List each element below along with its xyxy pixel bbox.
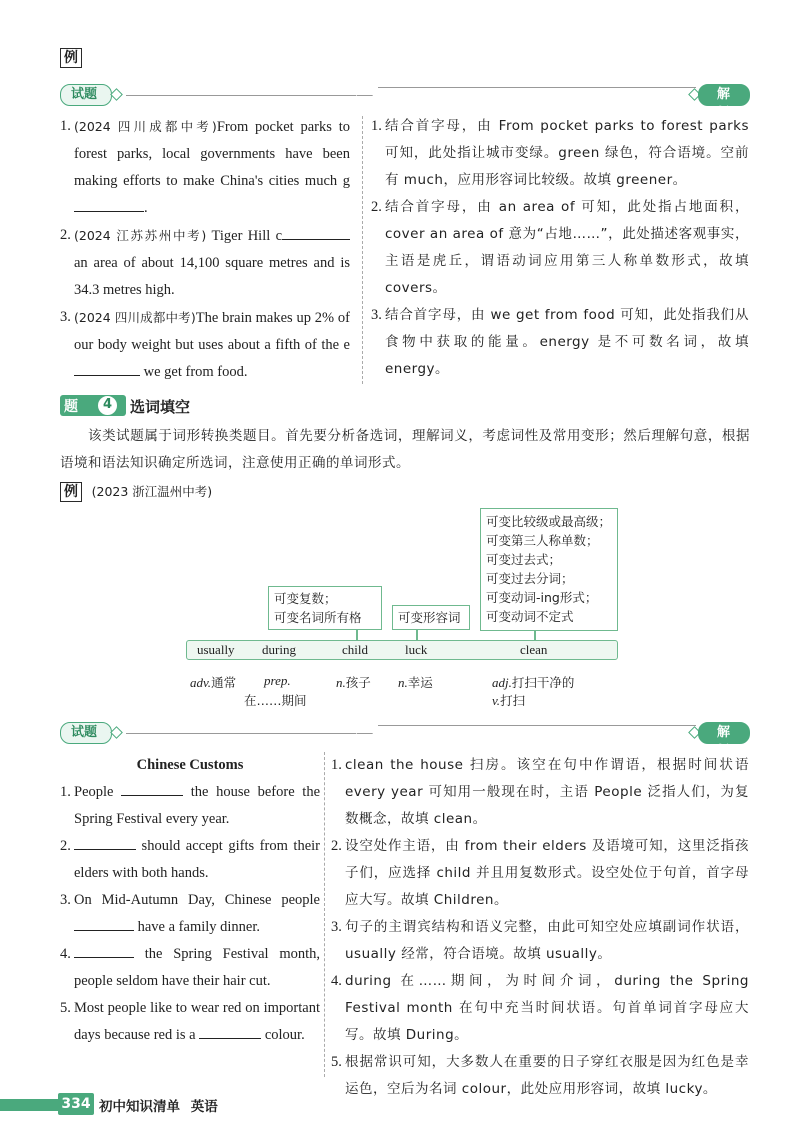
explanation-number: 3. bbox=[371, 307, 382, 323]
question-source: (2024 江苏苏州中考) bbox=[74, 228, 207, 243]
answer-blank[interactable] bbox=[121, 782, 183, 796]
box-line: 可变形容词 bbox=[398, 610, 461, 625]
explanation-item bbox=[331, 914, 749, 968]
explanation-text: during 在……期间，为时间介词，during the Spring Festival month 在句中充当时间状语。句首单词首字母应大写。故填 During。 bbox=[345, 973, 749, 1043]
example-tag: 例 bbox=[60, 48, 82, 68]
explanation-number: 5. bbox=[331, 1054, 342, 1070]
question-text: colour. bbox=[261, 1027, 305, 1043]
section2-question-pill: 试题 bbox=[60, 722, 112, 744]
section1-explanations bbox=[371, 113, 749, 383]
section1-question-pill: 试题 bbox=[60, 84, 112, 106]
connector bbox=[356, 630, 358, 640]
answer-blank[interactable] bbox=[74, 198, 144, 212]
divider-kink bbox=[356, 725, 380, 734]
passage-item bbox=[60, 887, 320, 941]
word-clean: clean bbox=[520, 642, 548, 657]
book-title: 初中知识清单 bbox=[99, 1099, 180, 1115]
question-text: From pocket parks to forest parks, local governments have been making efforts to make China's cities much g bbox=[74, 119, 350, 189]
answer-blank[interactable] bbox=[74, 362, 140, 376]
word-during: during bbox=[262, 642, 296, 657]
verb-forms-box bbox=[480, 508, 618, 631]
question-number: 1. bbox=[60, 784, 71, 800]
word-luck: luck bbox=[405, 642, 428, 657]
passage-item bbox=[60, 941, 320, 995]
pos: prep. bbox=[264, 673, 291, 688]
question-number: 2. bbox=[60, 838, 71, 854]
box-line: 可变复数； bbox=[274, 591, 337, 606]
explanation-number: 1. bbox=[331, 757, 342, 773]
label-clean bbox=[492, 673, 574, 692]
explanation-item bbox=[331, 968, 749, 1049]
pos: adv. bbox=[190, 675, 212, 690]
label-during bbox=[264, 673, 291, 690]
noun-forms-box bbox=[268, 586, 382, 630]
type-intro: 该类试题属于词形转换类题目。首先要分析备选词，理解词义，考虑词性及常用变形；然后理解句意，根据语境和语法知识确定所选词，注意使用正确的单词形式。 bbox=[60, 428, 750, 471]
answer-blank[interactable] bbox=[74, 944, 134, 958]
question-number: 4. bbox=[60, 946, 71, 962]
answer-blank[interactable] bbox=[282, 226, 350, 240]
example-tag: 例 bbox=[60, 482, 82, 502]
explanation-number: 4. bbox=[331, 973, 342, 989]
explanation-text: 根据常识可知，大多数人在重要的日子穿红衣服是因为红色是幸运色，空后为名词 colour，此处应用形容词，故填 lucky。 bbox=[345, 1054, 749, 1097]
question-number: 3. bbox=[60, 309, 71, 325]
passage-item bbox=[60, 779, 320, 833]
section2-passage bbox=[60, 752, 320, 1049]
explanation-item bbox=[371, 194, 749, 302]
diamond-icon bbox=[110, 88, 123, 101]
question-text: we get from food. bbox=[140, 364, 248, 380]
question-text: . bbox=[144, 200, 148, 216]
word-diagram bbox=[186, 506, 686, 711]
connector bbox=[416, 630, 418, 640]
passage-title: Chinese Customs bbox=[136, 757, 244, 773]
meaning: 孩子 bbox=[345, 675, 371, 690]
footer-title bbox=[99, 1095, 218, 1115]
question-item bbox=[60, 222, 350, 304]
explanation-item bbox=[331, 833, 749, 914]
answer-blank[interactable] bbox=[199, 1025, 261, 1039]
box-line: 可变动词-ing形式； bbox=[486, 590, 598, 605]
label-child bbox=[336, 673, 371, 692]
explanation-text: 结合首字母，由 an area of 可知，此处指占地面积，cover an area of 意为“占地……”，此处描述客观事实，主语是虎丘，谓语动词应用第三人称单数形式，故填 covers。 bbox=[385, 199, 749, 296]
pos: adj. bbox=[492, 675, 512, 690]
explanation-text: clean the house 扫房。该空在句中作谓语，根据时间状语 every year 可知用一般现在时，主语 People 泛指人们，为复数概念，故填 clean。 bbox=[345, 757, 749, 827]
diamond-icon bbox=[110, 726, 123, 739]
question-text: have a family dinner. bbox=[134, 919, 261, 935]
question-text: People bbox=[74, 784, 122, 800]
word-bank-bar bbox=[186, 640, 618, 660]
label-clean-verb bbox=[492, 691, 525, 710]
type-title: 选词填空 bbox=[130, 398, 191, 416]
word-child: child bbox=[342, 642, 368, 657]
meaning: 打扫 bbox=[500, 693, 526, 708]
word-usually: usually bbox=[197, 642, 235, 657]
box-line: 可变过去分词； bbox=[486, 571, 574, 586]
example-row bbox=[60, 482, 212, 502]
example-source: (2023 浙江温州中考) bbox=[91, 484, 213, 499]
pos: n. bbox=[336, 675, 346, 690]
section2-header bbox=[60, 720, 750, 759]
question-text: Most people like to wear red on important days because red is a bbox=[74, 1000, 320, 1043]
question-text: Tiger Hill c bbox=[211, 228, 283, 244]
question-item bbox=[60, 304, 350, 386]
meaning: 幸运 bbox=[407, 675, 433, 690]
explanation-number: 1. bbox=[371, 118, 382, 134]
passage-item bbox=[60, 995, 320, 1049]
column-separator bbox=[362, 116, 363, 384]
type-badge: 题型 bbox=[64, 399, 78, 435]
explanation-item bbox=[371, 113, 749, 194]
question-text: should accept gifts from their elders with both hands. bbox=[74, 838, 320, 881]
connector bbox=[534, 630, 536, 640]
adj-forms-box bbox=[392, 605, 470, 630]
section1-answer-pill: 解析 bbox=[698, 84, 750, 106]
box-line: 可变第三人称单数； bbox=[486, 533, 599, 548]
section2-explanations bbox=[331, 752, 749, 1103]
pos: v. bbox=[492, 693, 501, 708]
divider bbox=[126, 733, 356, 734]
explanation-text: 设空处作主语，由 from their elders 及语境可知，这里泛指孩子们，应选择 child 并且用复数形式。设空处位于句首，首字母应大写。故填 Children。 bbox=[345, 838, 749, 908]
column-separator bbox=[324, 752, 325, 1077]
question-source: (2024 四川成都中考) bbox=[74, 310, 196, 325]
subject: 英语 bbox=[190, 1099, 218, 1115]
explanation-item bbox=[331, 752, 749, 833]
question-source: (2024 四川成都中考) bbox=[74, 119, 217, 134]
section1-header bbox=[60, 82, 750, 121]
box-line: 可变名词所有格 bbox=[274, 610, 362, 625]
question-number: 1. bbox=[60, 118, 71, 134]
explanation-number: 3. bbox=[331, 919, 342, 935]
pos: n. bbox=[398, 675, 408, 690]
answer-blank[interactable] bbox=[74, 836, 136, 850]
footer-bar bbox=[0, 1099, 64, 1111]
answer-blank[interactable] bbox=[74, 917, 134, 931]
section2-answer-pill: 解析 bbox=[698, 722, 750, 744]
question-text: The brain makes up 2% of our body weight but uses about a fifth of the e bbox=[74, 310, 350, 353]
section1-questions bbox=[60, 113, 350, 386]
question-text: an area of about 14,100 square metres and is 34.3 metres high. bbox=[74, 255, 350, 298]
label-usually bbox=[190, 673, 236, 692]
explanation-text: 结合首字母，由 From pocket parks to forest parks 可知，此处指让城市变绿。green 绿色，符合语境。空前有 much，应用形容词比较级。故填 greener。 bbox=[385, 118, 749, 188]
page-number: 334 bbox=[58, 1093, 94, 1115]
explanation-item bbox=[371, 302, 749, 383]
page-footer bbox=[0, 1091, 800, 1117]
meaning: 打扫干净的 bbox=[511, 675, 575, 690]
box-line: 可变过去式； bbox=[486, 552, 562, 567]
question-number: 5. bbox=[60, 1000, 71, 1016]
meaning: 通常 bbox=[211, 675, 237, 690]
question-number: 2. bbox=[60, 227, 71, 243]
question-item bbox=[60, 113, 350, 222]
box-line: 可变比较级或最高级； bbox=[486, 514, 612, 529]
explanation-text: 句子的主谓宾结构和语义完整，由此可知空处应填副词作状语，usually 经常，符合语境。故填 usually。 bbox=[345, 919, 749, 962]
explanation-text: 结合首字母，由 we get from food 可知，此处指我们从食物中获取的能量。energy 是不可数名词，故填 energy。 bbox=[385, 307, 749, 377]
explanation-number: 2. bbox=[371, 199, 382, 215]
question-text: the house before the Spring Festival every year. bbox=[74, 784, 320, 827]
divider bbox=[378, 87, 696, 88]
box-line: 可变动词不定式 bbox=[486, 609, 574, 624]
divider bbox=[126, 95, 356, 96]
divider-kink bbox=[356, 87, 380, 96]
question-text: the Spring Festival month, people seldom have their hair cut. bbox=[74, 946, 320, 989]
passage-item bbox=[60, 833, 320, 887]
question-text: On Mid-Autumn Day, Chinese people bbox=[74, 892, 320, 908]
explanation-number: 2. bbox=[331, 838, 342, 854]
divider bbox=[378, 725, 696, 726]
question-number: 3. bbox=[60, 892, 71, 908]
label-luck bbox=[398, 673, 433, 692]
label-during-meaning: 在……期间 bbox=[244, 693, 307, 708]
type-number: 4 bbox=[97, 395, 118, 416]
